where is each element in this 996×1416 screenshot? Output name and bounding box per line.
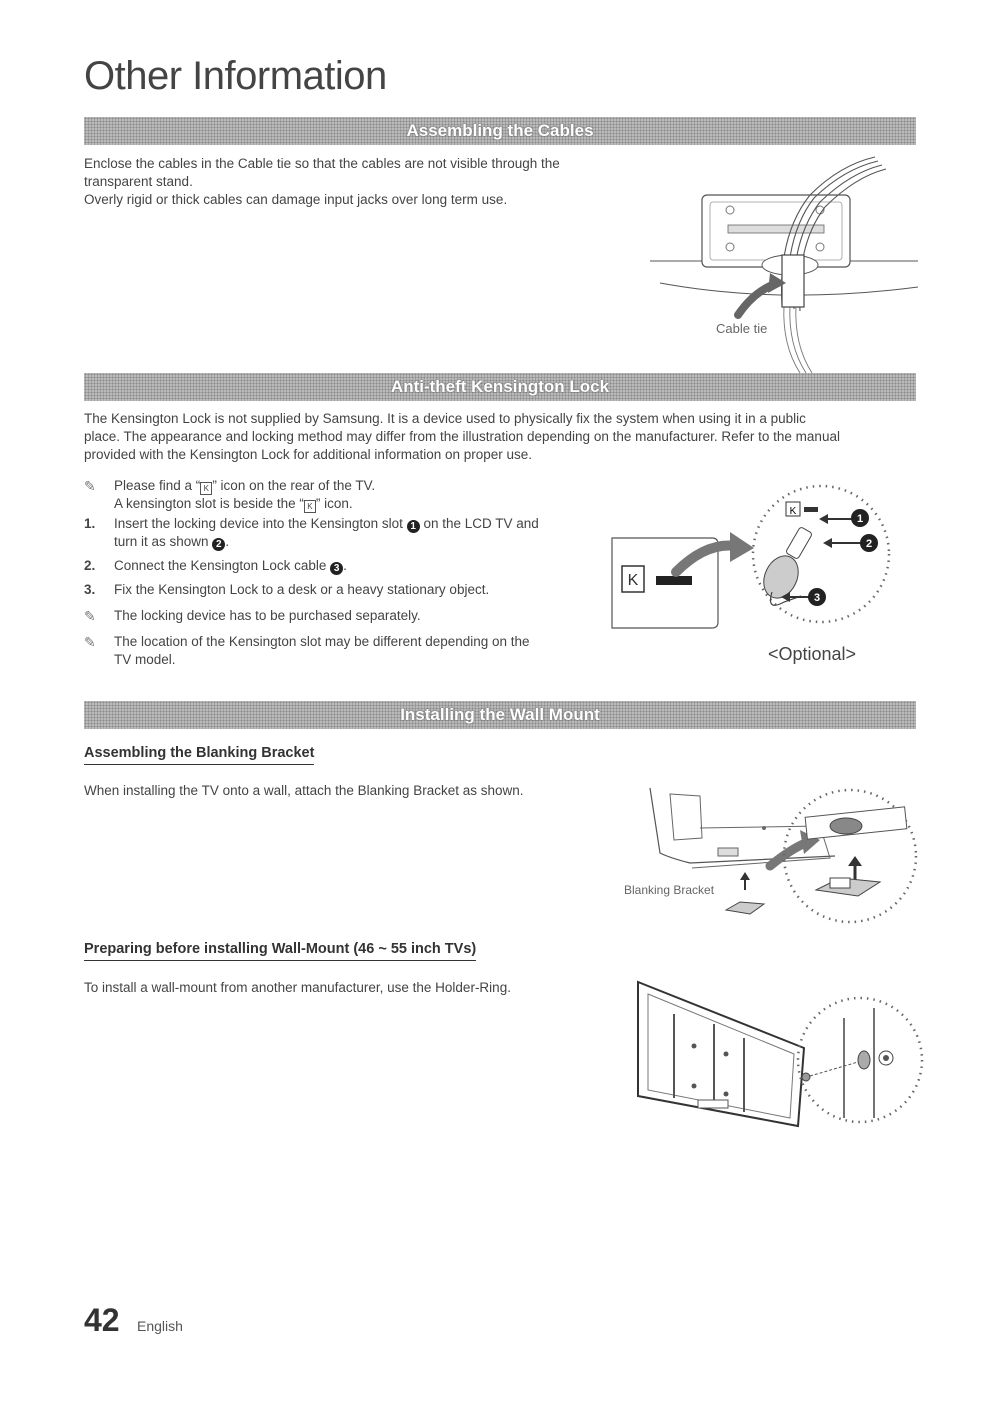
step-2-period: . — [343, 558, 347, 573]
note-purchase — [84, 607, 604, 625]
kensington-intro-line3: provided with the Kensington Lock for additional information on proper use. — [84, 447, 533, 462]
step-2-number: 2. — [84, 558, 96, 573]
step-1 — [84, 515, 604, 551]
svg-text:2: 2 — [865, 538, 873, 550]
cables-para1-line1: Enclose the cables in the Cable tie so that the cables are not visible through the — [84, 156, 560, 171]
kensington-intro — [84, 410, 924, 464]
note1-text-a: Please find a “ — [114, 478, 201, 493]
numbered-circle-icon: 2 — [212, 538, 225, 551]
step-1-period: . — [225, 534, 230, 549]
note1-line2-a: A kensington slot is beside the “ — [114, 496, 304, 511]
kensington-k-icon: K — [200, 482, 212, 495]
wall-mount-prep-heading: Preparing before installing Wall-Mount (46 ~ 55 inch TVs) — [84, 940, 476, 961]
step-1-number: 1. — [84, 516, 96, 531]
kensington-lock-illustration — [606, 472, 916, 642]
blanking-bracket-label: Blanking Bracket — [624, 883, 715, 897]
cables-text — [84, 155, 624, 209]
note1-line2-b: ” icon. — [315, 496, 353, 511]
page-number: 42 — [84, 1302, 120, 1338]
step-3 — [84, 581, 604, 599]
step-2 — [84, 557, 604, 575]
step-3-text: Fix the Kensington Lock to a desk or a heavy stationary object. — [114, 582, 490, 597]
numbered-circle-icon: 1 — [407, 520, 420, 533]
step-1-line2: turn it as shown — [114, 534, 209, 549]
note-location — [84, 633, 604, 669]
section-heading-wall-mount: Installing the Wall Mount — [84, 701, 916, 729]
page-title: Other Information — [84, 54, 387, 98]
section-heading-kensington: Anti-theft Kensington Lock — [84, 373, 916, 401]
kensington-k-icon: K — [304, 500, 316, 513]
blanking-bracket-heading: Assembling the Blanking Bracket — [84, 744, 314, 765]
kensington-intro-line1: The Kensington Lock is not supplied by Samsung. It is a device used to physically fix the system when using it in a public — [84, 411, 806, 426]
cables-para1-line2: transparent stand. — [84, 174, 193, 189]
holder-ring-illustration — [634, 978, 924, 1128]
sub-heading-blanking — [84, 744, 314, 765]
kensington-instructions — [84, 477, 604, 669]
svg-text:K: K — [789, 506, 797, 517]
section-heading-cables: Assembling the Cables — [84, 117, 916, 145]
step-3-number: 3. — [84, 582, 96, 597]
pencil-note-icon: ✎ — [84, 478, 96, 494]
blanking-bracket-text: When installing the TV onto a wall, attach the Blanking Bracket as shown. — [84, 783, 524, 798]
sub-heading-wall-mount-prep — [84, 940, 476, 961]
step-2-text: Connect the Kensington Lock cable — [114, 558, 327, 573]
svg-text:K: K — [627, 572, 639, 589]
step-1-line1: Insert the locking device into the Kensington slot — [114, 516, 403, 531]
note3-line2: TV model. — [114, 652, 176, 667]
kensington-intro-line2: place. The appearance and locking method may differ from the illustration depending on the manufacturer. Refer to the manual — [84, 429, 840, 444]
page-language: English — [137, 1318, 183, 1334]
cables-para2: Overly rigid or thick cables can damage input jacks over long term use. — [84, 192, 508, 207]
note1-text-b: ” icon on the rear of the TV. — [212, 478, 376, 493]
cable-tie-label: Cable tie — [716, 321, 768, 336]
note3-line1: The location of the Kensington slot may be different depending on the — [114, 634, 530, 649]
note2-text: The locking device has to be purchased separately. — [114, 608, 421, 623]
note-find-icon — [84, 477, 604, 513]
cable-tie-illustration — [650, 155, 920, 375]
pencil-note-icon: ✎ — [84, 634, 96, 650]
optional-caption: <Optional> — [768, 644, 857, 664]
svg-text:1: 1 — [856, 513, 864, 525]
svg-text:3: 3 — [813, 592, 821, 604]
pencil-note-icon: ✎ — [84, 608, 96, 624]
numbered-circle-icon: 3 — [330, 562, 343, 575]
step-1-line1-end: on the LCD TV and — [423, 516, 539, 531]
wall-mount-prep-text: To install a wall-mount from another manufacturer, use the Holder-Ring. — [84, 980, 511, 995]
blanking-bracket-illustration — [630, 778, 922, 928]
